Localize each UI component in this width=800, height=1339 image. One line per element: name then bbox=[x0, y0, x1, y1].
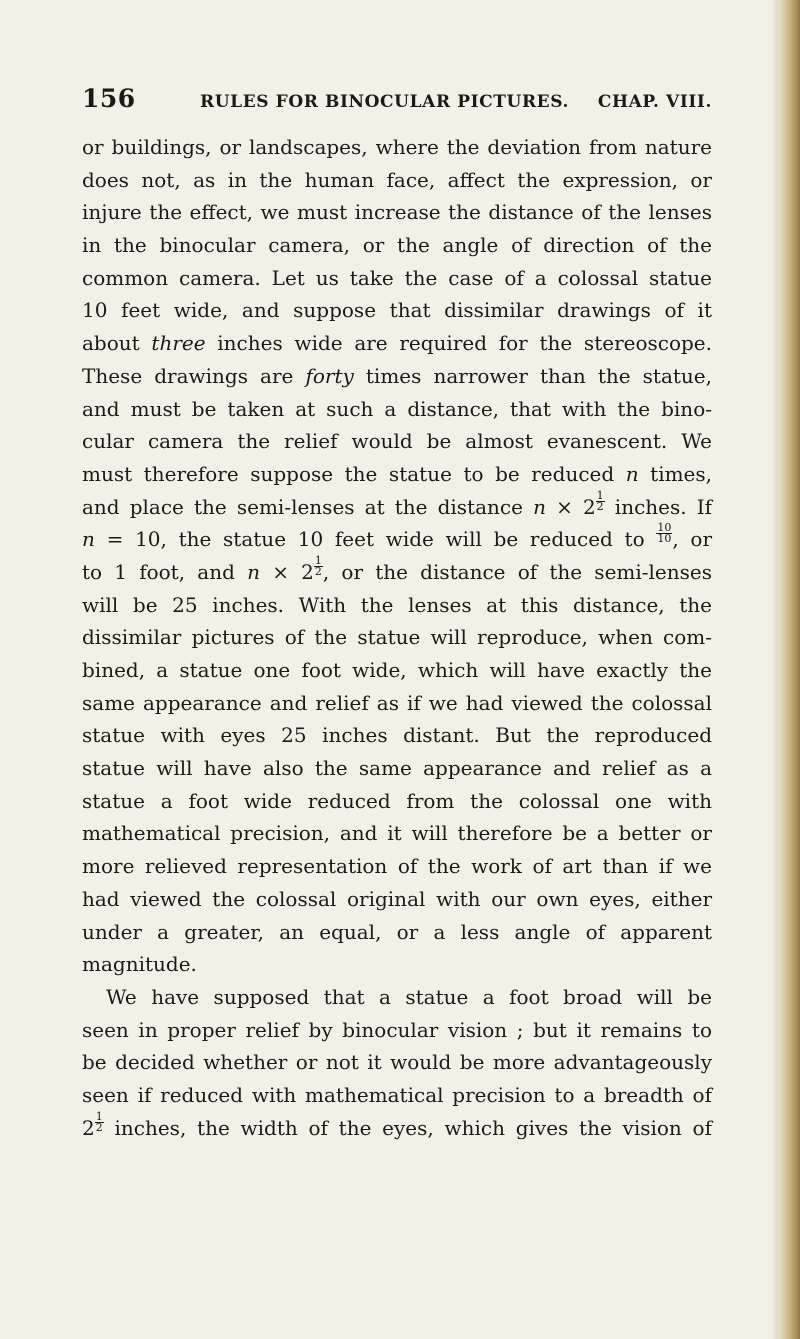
text-line: dissimilar pictures of the statue will reproduce, when com- bbox=[82, 625, 712, 650]
text-line: bined, a statue one foot wide, which will have exactly the bbox=[82, 658, 712, 682]
text-line: cular camera the relief would be almost evanescent. We bbox=[82, 429, 712, 454]
running-head: RULES FOR BINOCULAR PICTURES. bbox=[200, 92, 570, 112]
fraction-half: $\frac{1}{2}$ bbox=[95, 1109, 103, 1134]
text-line: more relieved representation of the work of art than if we bbox=[82, 854, 712, 879]
text-line: had viewed the colossal original with our own eyes, either bbox=[82, 886, 712, 911]
italic-word: forty bbox=[305, 363, 354, 388]
italic-word: three bbox=[151, 331, 206, 356]
text-line: statue with eyes 25 inches distant. But the reproduced bbox=[82, 723, 712, 748]
text-line: under a greater, an equal, or a less angle of apparent bbox=[82, 919, 712, 944]
chapter-label: CHAP. VIII. bbox=[597, 92, 712, 112]
text-line: We have supposed that a statue a foot broad will be bbox=[106, 984, 712, 1009]
text-line: magnitude. bbox=[82, 952, 197, 977]
page-number: 156 bbox=[82, 84, 136, 113]
text-line: statue will have also the same appearance and relief as a bbox=[82, 756, 712, 781]
text-line: 10 feet wide, and suppose that dissimilar drawings of it bbox=[82, 298, 712, 323]
text-line: same appearance and relief as if we had viewed the colossal bbox=[82, 690, 712, 715]
text-line: will be 25 inches. With the lenses at this distance, the bbox=[82, 592, 712, 617]
fraction-half: $\frac{1}{2}$ bbox=[314, 553, 322, 578]
body-text bbox=[82, 131, 712, 1144]
text-line: in the binocular camera, or the angle of direction of the bbox=[82, 233, 712, 258]
italic-variable: n bbox=[82, 527, 95, 552]
text-line: common camera. Let us take the case of a colossal statue bbox=[82, 265, 712, 290]
fraction-half: $\frac{1}{2}$ bbox=[596, 488, 604, 513]
text-line: and place the semi-lenses at the distance n × 2 $\frac{1}{2}$ inches. If bbox=[82, 488, 713, 519]
text-line: 2 $\frac{1}{2}$ inches, the width of the eyes, which gives the vision of bbox=[82, 1109, 712, 1140]
text-line: must therefore suppose the statue to be reduced n times, bbox=[82, 461, 713, 486]
text-line: mathematical precision, and it will therefore be a better or bbox=[82, 821, 712, 846]
italic-variable: n bbox=[625, 461, 639, 486]
text-line: injure the effect, we must increase the distance of the lenses bbox=[82, 200, 712, 225]
text-line: be decided whether or not it would be more advantageously bbox=[82, 1050, 712, 1075]
text-line: or buildings, or landscapes, where the deviation from nature bbox=[82, 135, 712, 159]
fraction-ten-tenths: $\frac{10}{10}$ bbox=[657, 521, 672, 546]
italic-variable: n bbox=[533, 494, 546, 519]
text-line: and must be taken at such a distance, that with the bino- bbox=[82, 396, 712, 421]
text-line: These drawings are forty times narrower than the statue, bbox=[82, 363, 712, 388]
text-line: does not, as in the human face, affect the expression, or bbox=[82, 167, 712, 192]
text-line: n = 10, the statue 10 feet wide will be reduced to $\frac{10}{10}$ , or bbox=[82, 521, 713, 552]
text-line: statue a foot wide reduced from the colossal one with bbox=[82, 788, 712, 813]
page-edge bbox=[778, 0, 800, 1339]
page-header bbox=[82, 84, 712, 118]
text-line: about three inches wide are required for the stereoscope. bbox=[82, 331, 713, 356]
text-line: to 1 foot, and n × 2 $\frac{1}{2}$ , or the distance of the semi-lenses bbox=[82, 553, 713, 584]
text-line: seen in proper relief by binocular vision ; but it remains to bbox=[82, 1017, 712, 1042]
text-line: seen if reduced with mathematical precision to a breadth of bbox=[82, 1082, 712, 1107]
italic-variable: n bbox=[247, 559, 260, 584]
